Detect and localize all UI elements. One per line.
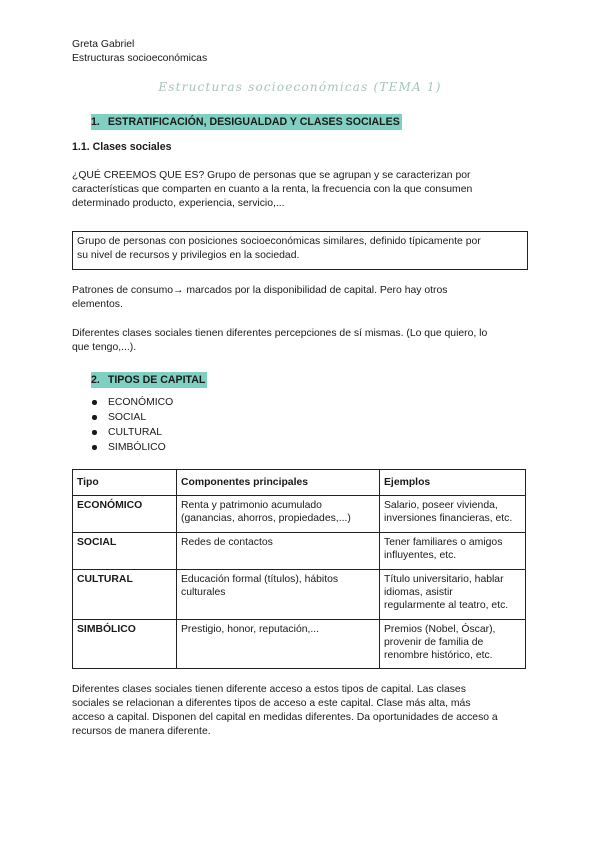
cell-line: inversiones financieras, etc. — [384, 513, 513, 524]
section-2-number: 2. — [91, 374, 100, 386]
cell-line: idiomas, asistir — [384, 587, 453, 598]
cell-ejemplos — [380, 533, 526, 570]
paragraph-line: acceso a capital. Disponen del capital en medidas diferentes. Da oportunidades de acceso a — [72, 712, 498, 723]
capital-table — [72, 469, 526, 669]
table-row — [73, 496, 526, 533]
paragraph-line: ¿QUÉ CREEMOS QUE ES? Grupo de personas que se agrupan y se caracterizan por — [72, 170, 471, 181]
cell-componentes — [177, 620, 380, 669]
cell-line: Título universitario, hablar — [384, 574, 504, 585]
cell-componentes — [177, 533, 380, 570]
cell-line: influyentes, etc. — [384, 550, 457, 561]
header-tipo: Tipo — [73, 470, 177, 496]
paragraph-patrones — [72, 284, 532, 312]
handwritten-title: Estructuras socioeconómicas (TEMA 1) — [158, 80, 442, 94]
table-header-row — [73, 470, 526, 496]
header-componentes: Componentes principales — [177, 470, 380, 496]
section-1-heading — [91, 114, 402, 130]
paragraph-line: sociales se relacionan a diferentes tipos de acceso a este capital. Clase más alta, más — [72, 698, 471, 709]
paragraph-line: Patrones de consumo→ marcados por la disponibilidad de capital. Pero hay otros — [72, 285, 448, 296]
cell-componentes — [177, 496, 380, 533]
table-row — [73, 570, 526, 620]
cell-line: (ganancias, ahorros, propiedades,...) — [181, 513, 351, 524]
cell-line: renombre histórico, etc. — [384, 650, 493, 661]
cell-tipo: SOCIAL — [73, 533, 177, 570]
section-1-number: 1. — [91, 116, 100, 128]
cell-componentes — [177, 570, 380, 620]
cell-tipo: ECONÓMICO — [73, 496, 177, 533]
document-header — [72, 38, 207, 66]
cell-line: provenir de familia de — [384, 637, 484, 648]
paragraph-line: elementos. — [72, 299, 123, 310]
cell-line: Salario, poseer vivienda, — [384, 500, 498, 511]
table-row — [73, 533, 526, 570]
cell-line: Tener familiares o amigos — [384, 537, 503, 548]
cell-ejemplos — [380, 570, 526, 620]
paragraph-que-creemos — [72, 169, 532, 211]
paragraph-line: características que comparten en cuanto a la renta, la frecuencia con la que consumen — [72, 184, 473, 195]
cell-ejemplos — [380, 496, 526, 533]
paragraph-line: Diferentes clases sociales tienen diferente acceso a estos tipos de capital. Las clases — [72, 684, 466, 695]
paragraph-line: recursos de manera diferente. — [72, 726, 211, 737]
definition-line: su nivel de recursos y privilegios en la sociedad. — [77, 250, 300, 261]
paragraph-line: Diferentes clases sociales tienen diferentes percepciones de sí mismas. (Lo que quiero, lo — [72, 328, 488, 339]
paragraph-percepciones — [72, 327, 532, 355]
section-2-title: TIPOS DE CAPITAL — [107, 374, 206, 386]
definition-line: Grupo de personas con posiciones socioeconómicas similares, definido típicamente por — [77, 236, 481, 247]
paragraph-line: que tengo,...). — [72, 342, 137, 353]
cell-line: Educación formal (títulos), hábitos — [181, 574, 339, 585]
cell-line: Prestigio, honor, reputación,... — [181, 624, 320, 635]
cell-tipo: CULTURAL — [73, 570, 177, 620]
capital-list — [92, 395, 173, 455]
list-item: SIMBÓLICO — [92, 440, 173, 455]
list-item: SOCIAL — [92, 410, 173, 425]
subject-name: Estructuras socioeconómicas — [72, 53, 208, 64]
cell-line: Redes de contactos — [181, 537, 273, 548]
cell-line: regularmente al teatro, etc. — [384, 600, 509, 611]
list-item: CULTURAL — [92, 425, 173, 440]
cell-line: Premios (Nobel, Óscar), — [384, 624, 496, 635]
cell-tipo: SIMBÓLICO — [73, 620, 177, 669]
table-row — [73, 620, 526, 669]
list-item: ECONÓMICO — [92, 395, 173, 410]
section-2-heading — [91, 372, 207, 388]
cell-ejemplos — [380, 620, 526, 669]
definition-box — [72, 231, 528, 270]
paragraph-acceso-capital — [72, 683, 537, 739]
header-ejemplos: Ejemplos — [380, 470, 526, 496]
section-1-title: ESTRATIFICACIÓN, DESIGUALDAD Y CLASES SOCIALES — [107, 116, 400, 128]
cell-line: culturales — [181, 587, 226, 598]
paragraph-line: determinado producto, experiencia, servicio,... — [72, 198, 285, 209]
subsection-heading: 1.1. Clases sociales — [72, 141, 172, 153]
author-name: Greta Gabriel — [72, 39, 135, 50]
cell-line: Renta y patrimonio acumulado — [181, 500, 322, 511]
